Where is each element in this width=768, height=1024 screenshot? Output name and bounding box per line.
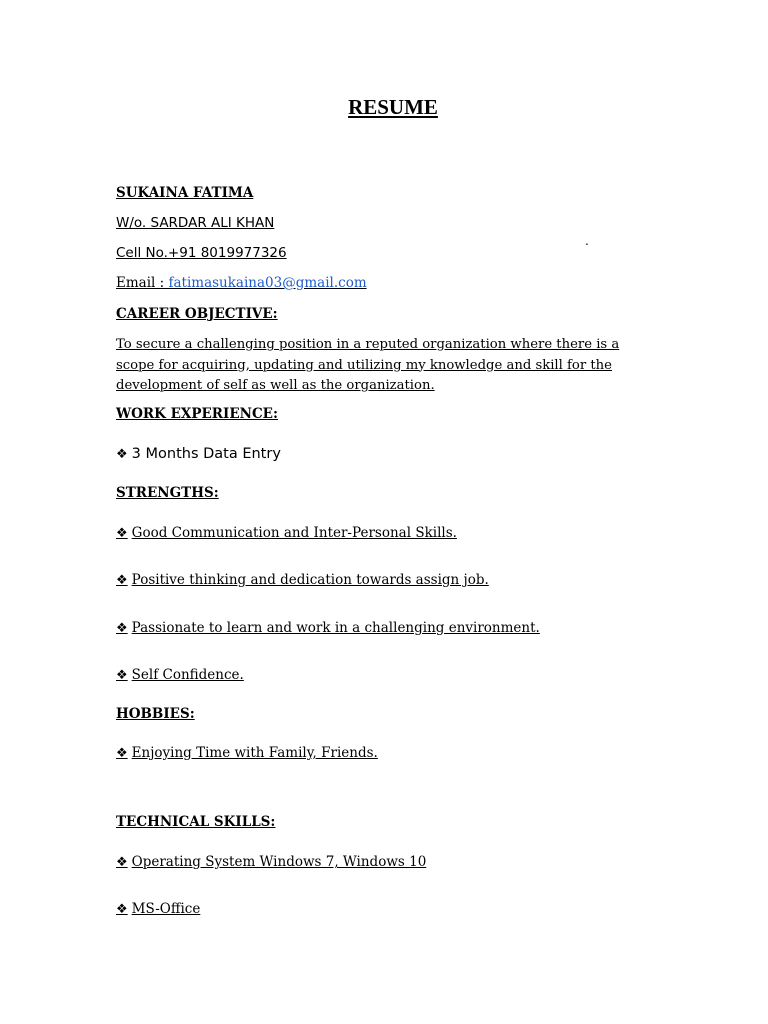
technical-skills-heading: TECHNICAL SKILLS: [116,814,276,830]
bullet-icon: ❖ [116,526,128,541]
bullet-icon: ❖ [116,902,128,917]
technical-item: ❖ Operating System Windows 7, Windows 10 [116,854,427,870]
work-item: ❖ 3 Months Data Entry [116,446,281,462]
cell-number: Cell No.+91 8019977326 [116,245,287,261]
candidate-name: SUKAINA FATIMA [116,185,254,201]
hobby-item: ❖ Enjoying Time with Family, Friends. [116,745,378,761]
hobbies-heading: HOBBIES: [116,706,195,722]
strength-item: ❖ Good Communication and Inter-Personal Skills. [116,525,457,541]
bullet-icon: ❖ [116,668,128,683]
resume-title: RESUME [348,95,438,119]
stray-dot: . [585,234,589,248]
strength-item: ❖ Self Confidence. [116,667,244,683]
spouse-line: W/o. SARDAR ALI KHAN [116,215,275,231]
email-label: Email : [116,275,169,291]
strength-item: ❖ Positive thinking and dedication towards assign job. [116,572,489,588]
email-link[interactable]: fatimasukaina03@gmail.com [168,275,367,291]
bullet-icon: ❖ [116,573,128,588]
bullet-icon: ❖ [116,855,128,870]
email-line [116,275,367,291]
strengths-heading: STRENGTHS: [116,485,219,501]
bullet-icon: ❖ [116,447,128,462]
work-experience-heading: WORK EXPERIENCE: [116,406,278,422]
technical-item: ❖ MS-Office [116,901,201,917]
career-objective-text: To secure a challenging position in a reputed organization where there is a scope for acquiring, updating and utilizing my knowledge and skill for the development of self as well as the organization. [116,337,620,393]
career-objective-heading: CAREER OBJECTIVE: [116,306,278,322]
bullet-icon: ❖ [116,746,128,761]
strength-item: ❖ Passionate to learn and work in a challenging environment. [116,620,540,636]
bullet-icon: ❖ [116,621,128,636]
